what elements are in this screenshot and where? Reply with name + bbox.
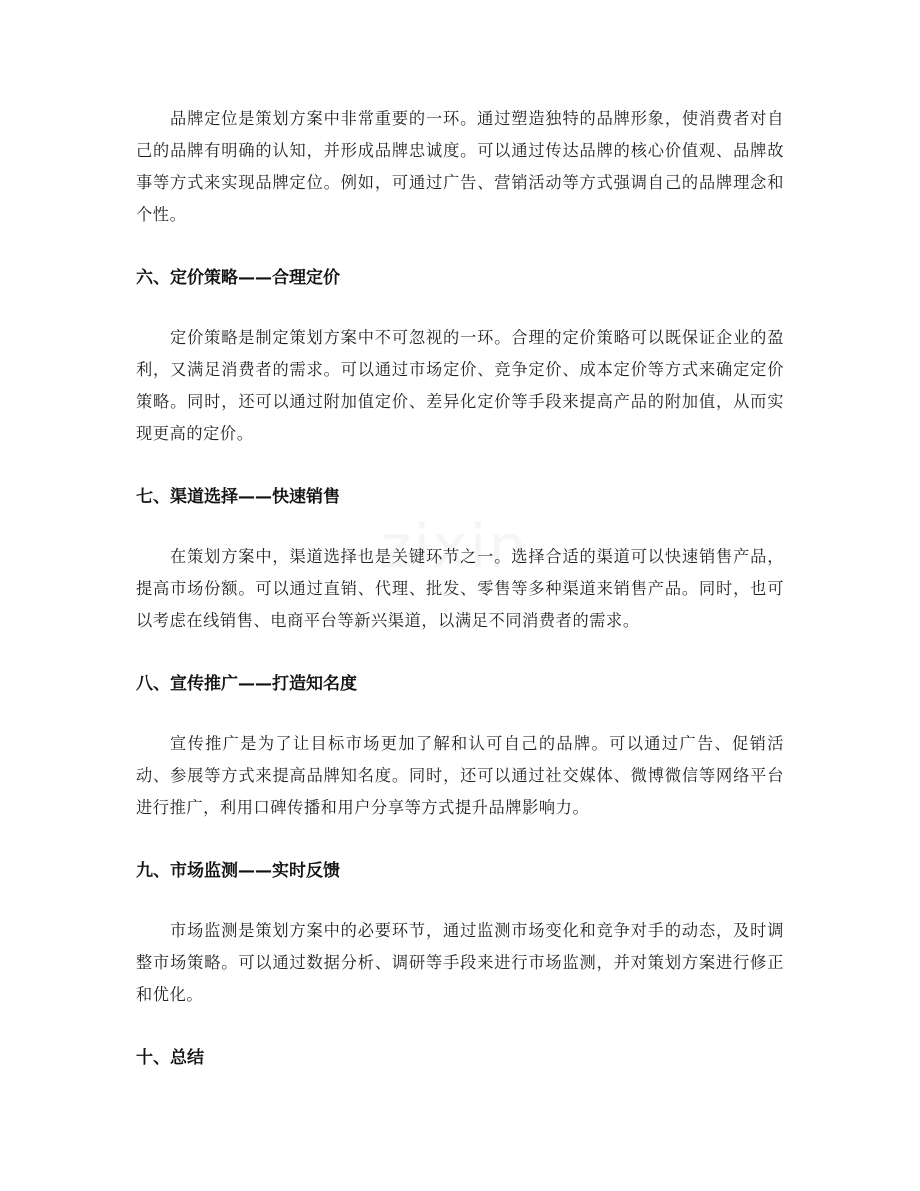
spacer [136, 637, 784, 668]
section-paragraph-promotion: 宣传推广是为了让目标市场更加了解和认可自己的品牌。可以通过广告、促销活动、参展等方式来提高品牌知名度。同时，还可以通过社交媒体、微博微信等网络平台进行推广，利用口碑传播和用户分享等方式提升品牌影响力。 [136, 734, 784, 817]
intro-paragraph: 品牌定位是策划方案中非常重要的一环。通过塑造独特的品牌形象，使消费者对自己的品牌有明确的认知，并形成品牌忠诚度。可以通过传达品牌的核心价值观、品牌故事等方式来实现品牌定位。例如，可通过广告、营销活动等方式强调自己的品牌理念和个性。 [136, 109, 784, 224]
document-body [136, 103, 784, 1074]
spacer [136, 824, 784, 855]
spacer [136, 450, 784, 481]
section-heading-pricing: 六、定价策略——合理定价 [136, 268, 340, 288]
watermark: zixin [380, 512, 529, 582]
section-paragraph-channels: 在策划方案中，渠道选择也是关键环节之一。选择合适的渠道可以快速销售产品，提高市场份额。可以通过直销、代理、批发、零售等多种渠道来销售产品。同时，也可以考虑在线销售、电商平台等新兴渠道，以满足不同消费者的需求。 [136, 547, 784, 630]
section-paragraph-pricing: 定价策略是制定策划方案中不可忽视的一环。合理的定价策略可以既保证企业的盈利，又满足消费者的需求。可以通过市场定价、竞争定价、成本定价等方式来确定定价策略。同时，还可以通过附加值定价、差异化定价等手段来提高产品的附加值，从而实现更高的定价。 [136, 328, 784, 443]
spacer [136, 231, 784, 262]
section-heading-summary: 十、总结 [136, 1048, 204, 1068]
spacer [136, 1011, 784, 1042]
section-heading-monitoring: 九、市场监测——实时反馈 [136, 861, 340, 881]
spacer [136, 294, 784, 322]
spacer [136, 513, 784, 541]
spacer [136, 887, 784, 915]
section-heading-channels: 七、渠道选择——快速销售 [136, 487, 340, 507]
spacer [136, 700, 784, 728]
section-heading-promotion: 八、宣传推广——打造知名度 [136, 674, 357, 694]
section-paragraph-monitoring: 市场监测是策划方案中的必要环节，通过监测市场变化和竞争对手的动态，及时调整市场策略。可以通过数据分析、调研等手段来进行市场监测，并对策划方案进行修正和优化。 [136, 921, 784, 1004]
